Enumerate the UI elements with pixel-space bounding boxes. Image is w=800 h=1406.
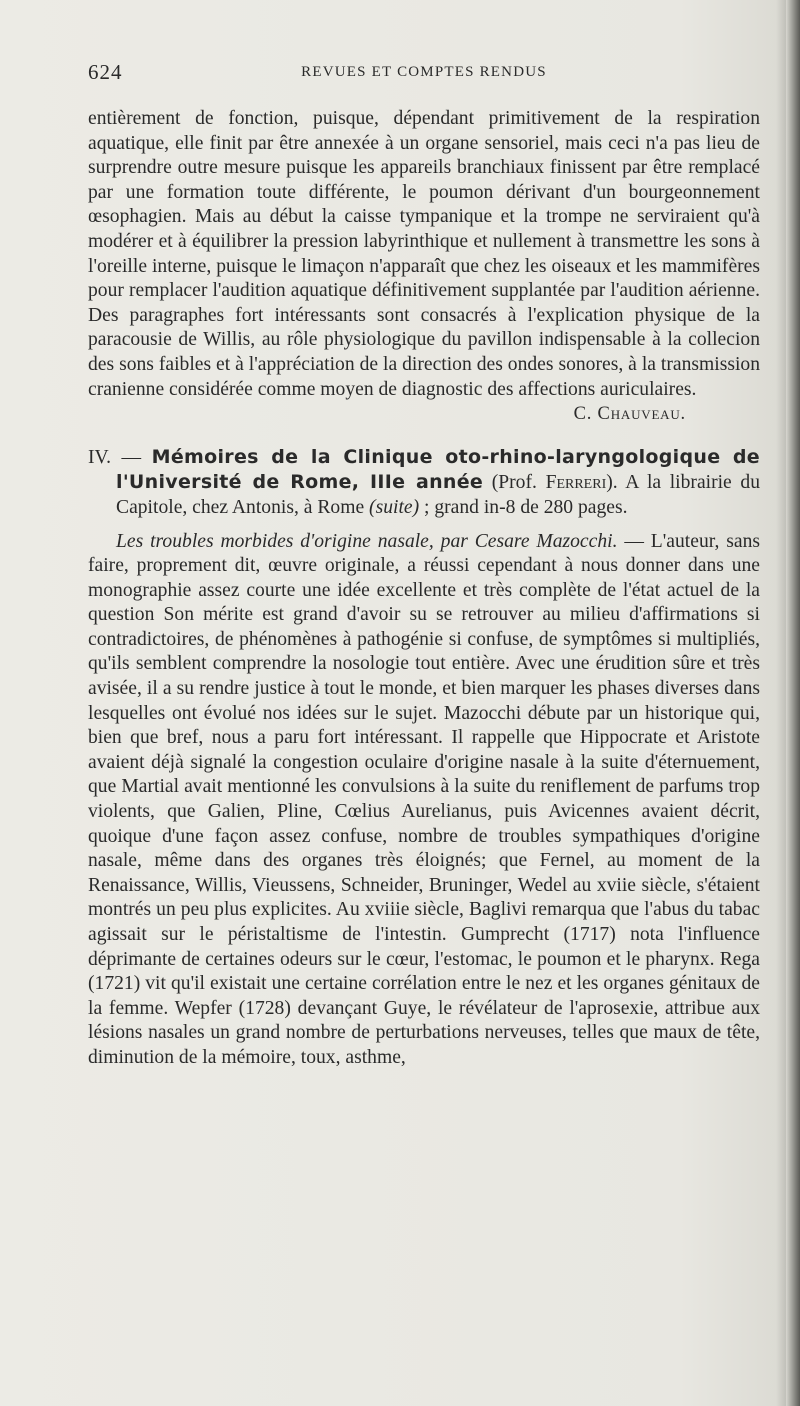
running-title: REVUES ET COMPTES RENDUS xyxy=(301,64,547,80)
section-title: Mémoires de la Clinique oto-rhino-laryngologique de l'Université de Rome, IIIe année xyxy=(116,445,760,494)
author-signature: C. Chauveau. xyxy=(573,404,686,425)
section-heading xyxy=(88,445,760,521)
section-details: ). A la librairie du Capitole, chez Antonis, à Rome xyxy=(116,472,760,518)
section-iv xyxy=(88,445,760,521)
page-header xyxy=(88,60,760,90)
section-suite: (suite) xyxy=(369,496,420,518)
review-paragraph xyxy=(88,530,760,1071)
review-title: Les troubles morbides d'origine nasale, par Cesare Mazocchi. xyxy=(116,530,618,552)
review-body: — L'auteur, sans faire, proprement dit, œuvre originale, a réussi cependant à nous donner dans une monographie assez courte une idée excellente et très complète de l'état actuel de la question Son mérite est grand d'avoir su se retrouver au milieu d'affirmations si contradictoires, de phénomènes à pathogénie si confuse, de symptômes si multipliés, qu'ils semblent comprendre la nosologie tout entière. Avec une érudition sûre et très avisée, il a su rendre justice à tout le monde, et bien marquer les phases diverses dans lesquelles ont évolué nos idées sur le sujet. Mazocchi débute par un historique qui, bien que bref, nous a paru fort intéressant. Il rappelle que Hippocrate et Aristote avaient déjà signalé la congestion oculaire d'origine nasale à la suite d'éternuement, que Martial avait mentionné les convulsions à la suite du reniflement de parfums trop violents, que Galien, Pline, Cœlius Aurelianus, puis Avicennes avaient décrit, quoique d'une façon assez confuse, nombre de troubles sympathiques d'origine nasale, même dans des organes très éloignés; que Fernel, au moment de la Renaissance, Willis, Vieussens, Schneider, Bruninger, Wedel au xviie siècle, s'étaient montrés un peu plus explicites. Au xviiie siècle, Baglivi remarqua que l'abus du tabac agissait sur le péristaltisme de l'intestin. Gumprecht (1717) nota l'influence déprimante de certaines odeurs sur le cœur, l'estomac, le poumon et le pharynx. Rega (1721) vit qu'il existait une certaine corrélation entre le nez et les organes génitaux de la femme. Wepfer (1728) devançant Guye, le révélateur de l'aprosexie, attribue aux lésions nasales un grand nombre de perturbations nerveuses, telles que maux de tête, diminution de la mémoire, toux, asthme, xyxy=(88,530,760,1068)
section-author-open: (Prof. xyxy=(483,472,546,494)
section-format: ; grand in-8 de 280 pages. xyxy=(419,496,628,518)
continuation-paragraph: entièrement de fonction, puisque, dépendant primitivement de la respiration aquatique, elle finit par être annexée à un organe sensoriel, mais ceci n'a pas lieu de surprendre outre mesure puisque les appareils branchiaux finissent par être remplacé par une formation toute différente, le poumon dérivant d'un bourgeonnement œsophagien. Mais au début la caisse tympanique et la trompe ne serviraient qu'à modérer et à équilibrer la pression labyrinthique et nullement à transmettre les sons à l'oreille interne, puisque le limaçon n'apparaît que chez les oiseaux et les mammifères pour remplacer l'audition aquatique définitivement supplantée par l'audition aérienne. Des paragraphes fort intéressants sont consacrés à l'explication physique de la paracousie de Willis, au rôle physiologique du pavillon indispensable à la collecion des sons faibles et à l'appréciation de la direction des ondes sonores, à la transmission cranienne considérée comme moyen de diagnostic des affections auriculaires. xyxy=(88,108,760,400)
page-number: 624 xyxy=(88,60,123,84)
section-author: Ferreri xyxy=(545,472,607,494)
page-body xyxy=(88,107,760,1071)
page-edge-shadow xyxy=(786,0,800,1406)
section-number: IV. — xyxy=(88,446,142,468)
